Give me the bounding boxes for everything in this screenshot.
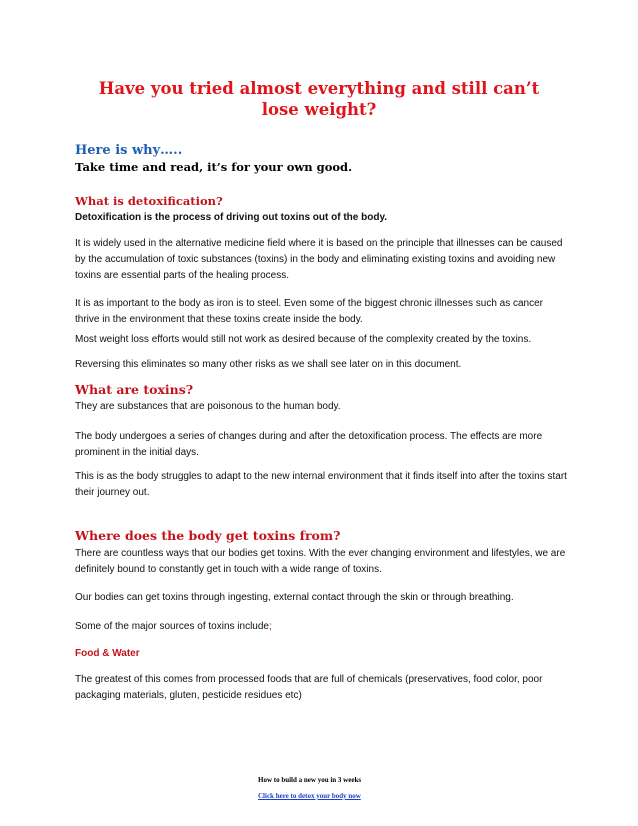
- toxins-paragraph-1: They are substances that are poisonous to the human body.: [75, 401, 341, 412]
- sources-paragraph-3: [75, 619, 567, 635]
- detox-heading: What is detoxification?: [75, 194, 223, 208]
- detox-paragraph-1: It is widely used in the alternative medicine field where it is based on the principle that illnesses can be caused by the accumulation of toxic substances (toxins) in the body and eliminating existing toxins and avoiding new toxins are essential parts of the healing process.: [75, 238, 563, 282]
- sources-heading: Where does the body get toxins from?: [75, 528, 341, 543]
- page-title: Have you tried almost everything and still can’t lose weight?: [98, 79, 540, 119]
- sources-paragraph-2: Our bodies can get toxins through ingesting, external contact through the skin or through breathing.: [75, 592, 514, 603]
- food-heading: Food & Water: [75, 648, 140, 659]
- detox-paragraph-3: Most weight loss efforts would still not work as desired because of the complexity created by the toxins.: [75, 334, 532, 345]
- intro-subheading: Take time and read, it’s for your own good.: [75, 160, 353, 174]
- footer-detox-link[interactable]: Click here to detox your body now: [258, 792, 361, 800]
- intro-heading: Here is why…..: [75, 143, 183, 158]
- sources-paragraph-3-semicolon: ;: [268, 621, 272, 632]
- footer-title: How to build a new you in 3 weeks: [258, 776, 362, 784]
- toxins-paragraph-3: This is as the body struggles to adapt to the new internal environment that it finds itself into after the toxins start their journey out.: [75, 471, 567, 499]
- toxins-paragraph-2: The body undergoes a series of changes during and after the detoxification process. The effects are more prominent in the initial days.: [75, 431, 543, 459]
- detox-definition: Detoxification is the process of driving out toxins out of the body.: [75, 212, 388, 223]
- toxins-heading: What are toxins?: [75, 382, 194, 397]
- food-paragraph-1: The greatest of this comes from processed foods that are full of chemicals (preservatives, food color, poor packaging materials, gluten, pesticide residues etc): [75, 674, 543, 702]
- sources-paragraph-3-text: Some of the major sources of toxins include: [75, 621, 269, 632]
- sources-paragraph-1: There are countless ways that our bodies get toxins. With the ever changing environment and lifestyles, we are definitely bound to constantly get in touch with a wide range of toxins.: [75, 548, 566, 576]
- detox-paragraph-4: Reversing this eliminates so many other risks as we shall see later on in this document.: [75, 359, 462, 370]
- detox-paragraph-2: It is as important to the body as iron is to steel. Even some of the biggest chronic illnesses such as cancer thrive in the environment that these toxins create inside the body.: [75, 298, 544, 326]
